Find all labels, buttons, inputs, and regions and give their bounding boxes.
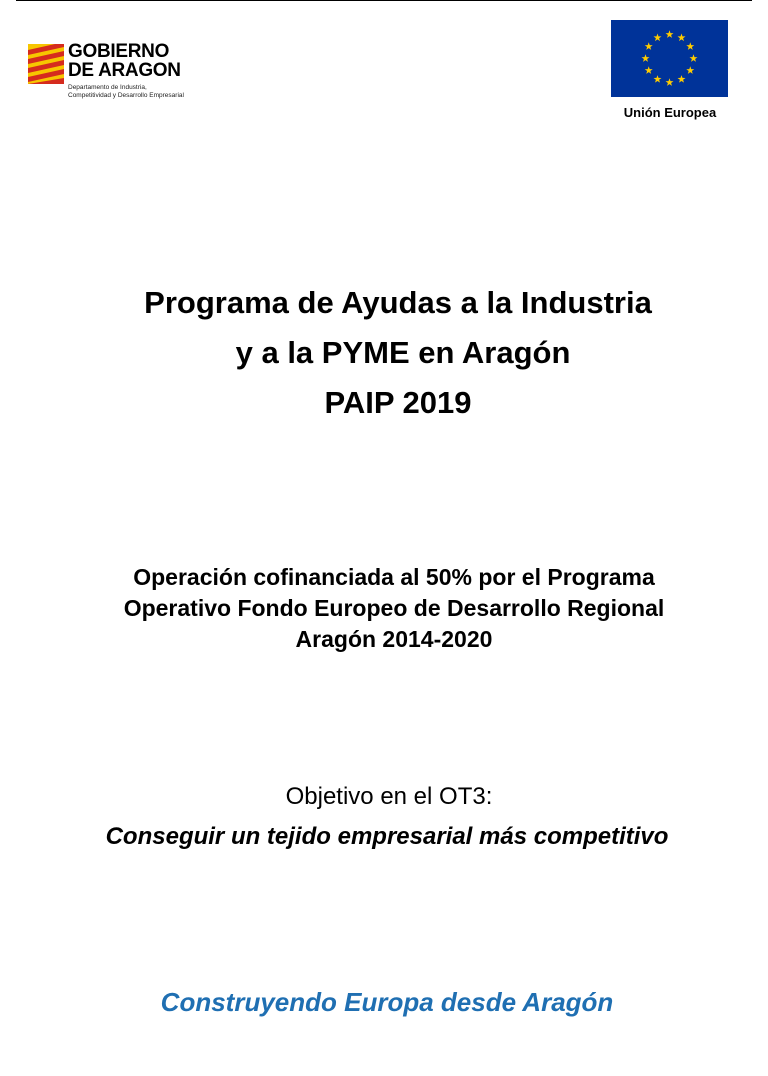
- gobierno-logo-subtitle-line1: Departamento de Industria,: [68, 84, 147, 91]
- cofinanciacion-block: [0, 562, 768, 655]
- union-europea-logo: [611, 20, 729, 120]
- gobierno-aragon-logo: [28, 42, 218, 108]
- gobierno-logo-title-line2: DE ARAGON: [68, 60, 181, 81]
- gobierno-logo-subtitle: [68, 84, 184, 100]
- title-line-3: PAIP 2019: [324, 385, 472, 420]
- objetivo-label: Objetivo en el OT3:: [285, 783, 493, 810]
- title-line-2: y a la PYME en Aragón: [235, 335, 571, 370]
- eu-flag-icon: [611, 20, 728, 97]
- page-title: [0, 278, 768, 428]
- slogan: Construyendo Europa desde Aragón: [160, 987, 614, 1017]
- objetivo-text: Conseguir un tejido empresarial más competitivo: [105, 823, 669, 850]
- cofinanciacion-line-1: Operación cofinanciada al 50% por el Programa: [133, 564, 655, 590]
- aragon-flag-icon: [28, 44, 64, 84]
- top-border-line: [16, 0, 752, 1]
- gobierno-logo-title: [68, 42, 181, 80]
- eu-logo-label: Unión Europea: [623, 105, 717, 120]
- gobierno-logo-title-line1: GOBIERNO: [68, 41, 170, 62]
- gobierno-logo-subtitle-line2: Competitividad y Desarrollo Empresarial: [68, 92, 184, 99]
- cofinanciacion-line-3: Aragón 2014-2020: [295, 626, 493, 652]
- cofinanciacion-line-2: Operativo Fondo Europeo de Desarrollo Regional: [123, 595, 665, 621]
- title-line-1: Programa de Ayudas a la Industria: [144, 285, 652, 320]
